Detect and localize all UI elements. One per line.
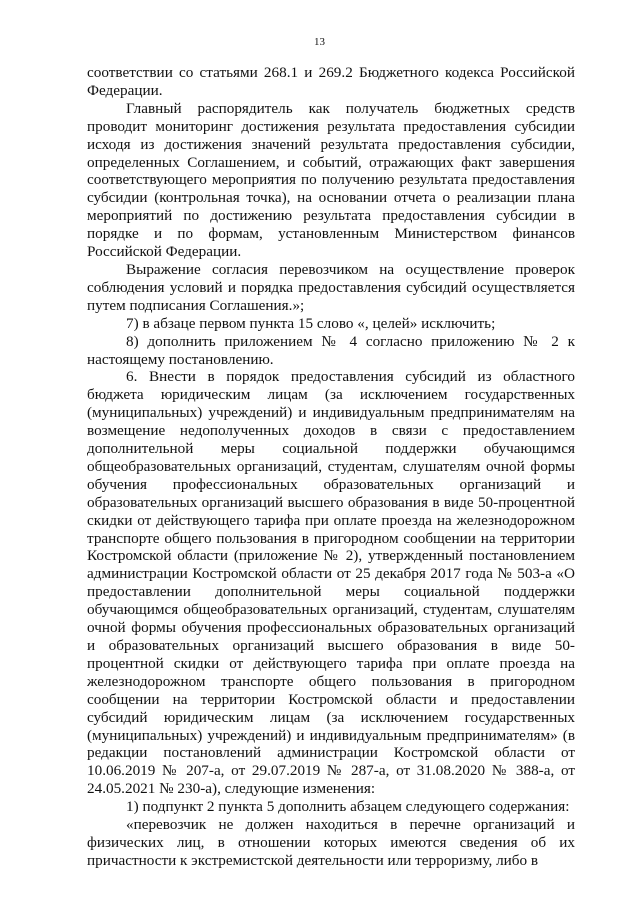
- paragraph: 6. Внести в порядок предоставления субсидий из областного бюджета юридическим лицам (за исключением государственных (муниципальных) учреждений) и индивидуальным предпринимателям на возмещение недополученных доходов в связи с предоставлением дополнительной меры социальной поддержки обучающимся общеобразовательных организаций, студентам, слушателям очной формы обучения профессиональных образовательных организаций и образовательных организаций высшего образования в виде 50-процентной скидки от действующего тарифа при оплате проезда на железнодорожном транспорте общего пользования в пригородном сообщении на территории Костромской области (приложение № 2), утвержденный постановлением администрации Костромской области от 25 декабря 2017 года № 503-а «О предоставлении дополнительной меры социальной поддержки обучающимся общеобразовательных организаций, студентам, слушателям очной формы обучения профессиональных образовательных организаций и образовательных организаций высшего образования в виде 50-процентной скидки от действующего тарифа при оплате проезда на железнодорожном транспорте общего пользования в пригородном сообщении на территории Костромской области и предоставлении субсидий юридическим лицам (за исключением государственных (муниципальных) учреждений) и индивидуальным предпринимателям» (в редакции постановлений администрации Костромской области от 10.06.2019 № 207-а, от 29.07.2019 № 287-а, от 31.08.2020 № 388-а, от 24.05.2021 № 230-а), следующие изменения:: [87, 368, 575, 798]
- paragraph: Выражение согласия перевозчиком на осуществление проверок соблюдения условий и порядка предоставления субсидий осуществляется путем подписания Соглашения.»;: [87, 260, 575, 314]
- paragraph: Главный распорядитель как получатель бюджетных средств проводит мониторинг достижения результата предоставления субсидии исходя из достижения значений результата предоставления субсидии, определенных Соглашением, и событий, отражающих факт завершения соответствующего мероприятия по получению результата предоставления субсидии (контрольная точка), на основании отчета о реализации плана мероприятий по достижению результата предоставления субсидии в порядке и по формам, установленным Министерством финансов Российской Федерации.: [87, 99, 575, 261]
- paragraph: 7) в абзаце первом пункта 15 слово «, целей» исключить;: [126, 314, 496, 332]
- document-body: [87, 64, 575, 870]
- paragraph: соответствии со статьями 268.1 и 269.2 Бюджетного кодекса Российской Федерации.: [87, 64, 575, 99]
- paragraph: 1) подпункт 2 пункта 5 дополнить абзацем следующего содержания:: [126, 798, 570, 816]
- paragraph: «перевозчик не должен находиться в перечне организаций и физических лиц, в отношении которых имеются сведения об их причастности к экстремистской деятельности или терроризму, либо в: [87, 816, 575, 869]
- paragraph: 8) дополнить приложением № 4 согласно приложению № 2 к настоящему постановлению.: [87, 332, 575, 368]
- page-number: 13: [314, 36, 325, 48]
